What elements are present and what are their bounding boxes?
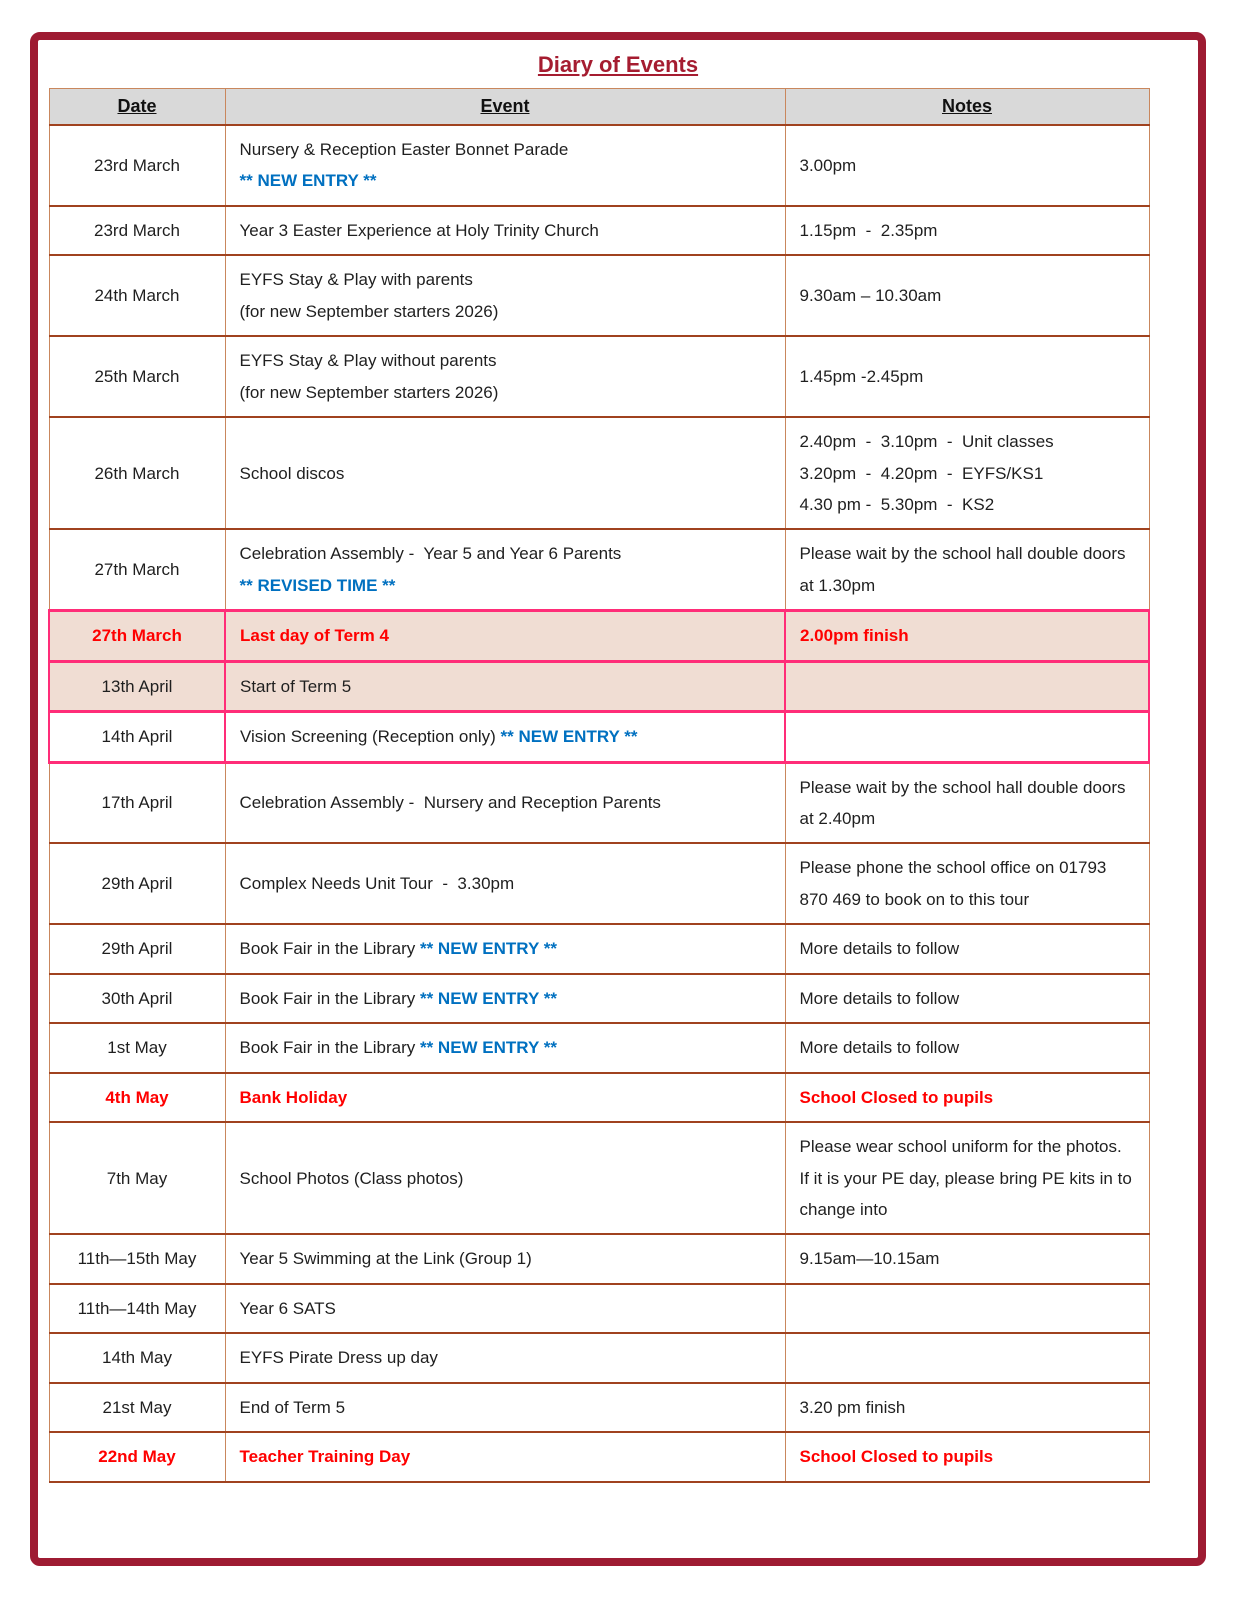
date-cell — [49, 1383, 225, 1432]
text-line — [800, 983, 1137, 1014]
event-cell — [225, 417, 785, 529]
text-line — [800, 426, 1137, 457]
text-line — [240, 538, 773, 569]
event-cell — [225, 206, 785, 255]
new-entry-marker: ** NEW ENTRY ** — [419, 988, 557, 1008]
cell-text: Please phone the school office on 01793 870 469 to book on to this tour — [799, 858, 1112, 909]
cell-text: 27th March — [94, 560, 180, 580]
date-cell — [49, 974, 225, 1023]
text-line — [240, 570, 773, 601]
text-line — [62, 280, 213, 311]
text-line — [240, 1342, 773, 1373]
notes-cell — [785, 1073, 1149, 1122]
cell-text: 9.30am – 10.30am — [799, 286, 942, 306]
text-line — [800, 620, 1136, 651]
cell-text: 11th—15th May — [77, 1249, 197, 1269]
text-line — [240, 1293, 773, 1324]
date-cell — [49, 1432, 225, 1481]
text-line — [62, 458, 213, 489]
cell-text: EYFS Pirate Dress up day — [239, 1348, 438, 1368]
column-header-label: Event — [480, 96, 530, 116]
table-row — [49, 611, 1149, 661]
cell-text: Celebration Assembly - Nursery and Reception Parents — [239, 793, 661, 813]
cell-text: More details to follow — [799, 1038, 960, 1058]
date-cell — [49, 1073, 225, 1122]
cell-text: 29th April — [101, 939, 173, 959]
event-cell — [225, 125, 785, 206]
date-cell — [49, 924, 225, 973]
text-line — [240, 620, 772, 651]
text-line — [62, 1163, 213, 1194]
notes-cell — [785, 924, 1149, 973]
text-line — [800, 458, 1137, 489]
event-cell — [225, 1023, 785, 1072]
text-line — [240, 787, 773, 818]
date-cell — [49, 1333, 225, 1382]
new-entry-marker: ** REVISED TIME ** — [239, 575, 396, 595]
cell-text: 23rd March — [94, 220, 180, 240]
alert-text: Last day of Term 4 — [240, 626, 389, 646]
text-line — [62, 1032, 213, 1063]
text-line — [240, 264, 773, 295]
text-line — [240, 983, 773, 1014]
column-header-label: Date — [117, 96, 157, 116]
cell-text: 21st May — [102, 1397, 172, 1417]
cell-text: School Photos (Class photos) — [239, 1168, 464, 1188]
table-row — [49, 924, 1149, 973]
notes-cell — [785, 1383, 1149, 1432]
date-cell — [49, 417, 225, 529]
table-row — [49, 1383, 1149, 1432]
event-cell — [225, 1432, 785, 1481]
text-line — [62, 721, 212, 752]
event-cell — [225, 1122, 785, 1234]
cell-text: 9.15am—10.15am — [799, 1249, 940, 1269]
new-entry-marker: ** NEW ENTRY ** — [419, 1038, 557, 1058]
table-row — [49, 255, 1149, 336]
table-row — [49, 712, 1149, 762]
cell-text: 2.40pm - 3.10pm - Unit classes — [799, 432, 1054, 452]
cell-text: School discos — [239, 463, 345, 483]
notes-cell — [785, 762, 1149, 843]
cell-text: 23rd March — [94, 155, 180, 175]
cell-text: Start of Term 5 — [240, 676, 352, 696]
notes-cell — [785, 712, 1149, 762]
text-line — [62, 361, 213, 392]
event-cell — [225, 974, 785, 1023]
cell-text: 30th April — [101, 988, 173, 1008]
event-cell — [225, 529, 785, 610]
event-cell — [225, 661, 785, 711]
cell-text: 13th April — [101, 676, 173, 696]
column-header-label: Notes — [941, 96, 992, 116]
text-line — [62, 1441, 213, 1472]
text-line — [800, 1032, 1137, 1063]
cell-text: Complex Needs Unit Tour - 3.30pm — [239, 874, 515, 894]
date-cell — [49, 1284, 225, 1333]
text-line — [800, 933, 1137, 964]
text-line — [240, 933, 773, 964]
text-line — [800, 1441, 1137, 1472]
text-line — [62, 1342, 213, 1373]
column-header-date — [49, 89, 225, 126]
notes-cell — [785, 974, 1149, 1023]
cell-text: (for new September starters 2026) — [239, 382, 499, 402]
text-line — [240, 134, 773, 165]
notes-cell — [785, 1432, 1149, 1481]
text-line — [62, 1243, 213, 1274]
notes-cell — [785, 206, 1149, 255]
page-border — [30, 32, 1206, 1566]
text-line — [62, 554, 213, 585]
text-line — [62, 620, 212, 651]
notes-cell — [785, 529, 1149, 610]
table-body — [49, 125, 1149, 1482]
cell-text: Vision Screening (Reception only) — [240, 727, 501, 747]
table-row — [49, 336, 1149, 417]
cell-text: 25th March — [94, 366, 180, 386]
cell-text: Year 6 SATS — [239, 1298, 336, 1318]
text-line — [62, 1392, 213, 1423]
event-cell — [225, 1284, 785, 1333]
cell-text: 3.00pm — [799, 155, 857, 175]
alert-text: 22nd May — [98, 1447, 176, 1467]
text-line — [800, 1243, 1137, 1274]
text-line — [62, 933, 213, 964]
text-line — [240, 1082, 773, 1113]
text-line — [800, 538, 1137, 601]
text-line — [800, 215, 1137, 246]
text-line — [62, 983, 213, 1014]
cell-text: EYFS Stay & Play with parents — [239, 270, 473, 290]
date-cell — [49, 529, 225, 610]
cell-text: More details to follow — [799, 939, 960, 959]
notes-cell — [785, 611, 1149, 661]
text-line — [800, 772, 1137, 835]
table-row — [49, 843, 1149, 924]
date-cell — [49, 661, 225, 711]
date-cell — [49, 1023, 225, 1072]
date-cell — [49, 1122, 225, 1234]
cell-text: End of Term 5 — [239, 1397, 346, 1417]
cell-text: Book Fair in the Library — [239, 988, 420, 1008]
column-header-notes — [785, 89, 1149, 126]
table-header — [49, 89, 1149, 126]
date-cell — [49, 1234, 225, 1283]
cell-text: Please wait by the school hall double doors at 2.40pm — [799, 777, 1131, 828]
text-line — [800, 852, 1137, 915]
event-cell — [225, 1073, 785, 1122]
notes-cell — [785, 661, 1149, 711]
notes-cell — [785, 255, 1149, 336]
cell-text: Book Fair in the Library — [239, 939, 420, 959]
text-line — [62, 150, 213, 181]
cell-text: 17th April — [101, 793, 173, 813]
cell-text: 11th—14th May — [77, 1298, 197, 1318]
table-row — [49, 1023, 1149, 1072]
cell-text: Please wait by the school hall double doors at 1.30pm — [799, 544, 1131, 595]
alert-text: 4th May — [105, 1087, 169, 1107]
text-line — [800, 1082, 1137, 1113]
text-line — [62, 787, 213, 818]
table-row — [49, 529, 1149, 610]
cell-text: 14th April — [101, 727, 173, 747]
alert-text: School Closed to pupils — [799, 1087, 994, 1107]
table-row — [49, 762, 1149, 843]
cell-text: 1st May — [107, 1038, 167, 1058]
new-entry-marker: ** NEW ENTRY ** — [419, 939, 557, 959]
text-line — [62, 1082, 213, 1113]
cell-text: EYFS Stay & Play without parents — [239, 351, 497, 371]
text-line — [240, 165, 773, 196]
cell-text: 1.15pm - 2.35pm — [799, 220, 938, 240]
text-line — [800, 1392, 1137, 1423]
text-line — [240, 721, 772, 752]
text-line — [62, 215, 213, 246]
new-entry-marker: ** NEW ENTRY ** — [500, 727, 638, 747]
notes-cell — [785, 1023, 1149, 1072]
date-cell — [49, 712, 225, 762]
event-cell — [225, 1234, 785, 1283]
cell-text: (for new September starters 2026) — [239, 301, 499, 321]
table-row — [49, 1284, 1149, 1333]
table-row — [49, 1432, 1149, 1481]
cell-text: Please wear school uniform for the photos. If it is your PE day, please bring PE kits in to change into — [799, 1137, 1137, 1219]
date-cell — [49, 336, 225, 417]
text-line — [240, 1163, 773, 1194]
date-cell — [49, 206, 225, 255]
alert-text: 2.00pm finish — [800, 626, 909, 646]
alert-text: 27th March — [92, 626, 182, 646]
cell-text: 14th May — [102, 1348, 172, 1368]
text-line — [800, 489, 1137, 520]
column-header-event — [225, 89, 785, 126]
event-cell — [225, 611, 785, 661]
date-cell — [49, 611, 225, 661]
event-cell — [225, 843, 785, 924]
alert-text: Bank Holiday — [239, 1087, 348, 1107]
date-cell — [49, 762, 225, 843]
text-line — [62, 671, 212, 702]
notes-cell — [785, 125, 1149, 206]
cell-text: 24th March — [94, 286, 180, 306]
cell-text: 26th March — [94, 463, 180, 483]
events-table — [48, 88, 1150, 1483]
text-line — [800, 280, 1137, 311]
table-row — [49, 417, 1149, 529]
cell-text: 1.45pm -2.45pm — [799, 366, 924, 386]
text-line — [240, 868, 773, 899]
notes-cell — [785, 1122, 1149, 1234]
text-line — [240, 1243, 773, 1274]
table-row — [49, 1073, 1149, 1122]
page-title-text: Diary of Events — [537, 52, 699, 77]
text-line — [62, 1293, 213, 1324]
event-cell — [225, 762, 785, 843]
text-line — [800, 150, 1137, 181]
text-line — [62, 868, 213, 899]
text-line — [240, 1392, 773, 1423]
alert-text: School Closed to pupils — [799, 1447, 994, 1467]
text-line — [800, 361, 1137, 392]
notes-cell — [785, 336, 1149, 417]
cell-text: 3.20pm - 4.20pm - EYFS/KS1 — [799, 463, 1044, 483]
cell-text: 29th April — [101, 874, 173, 894]
cell-text: Year 3 Easter Experience at Holy Trinity Church — [239, 220, 599, 240]
event-cell — [225, 712, 785, 762]
cell-text: 4.30 pm - 5.30pm - KS2 — [799, 494, 995, 514]
date-cell — [49, 125, 225, 206]
event-cell — [225, 1333, 785, 1382]
cell-text: Celebration Assembly - Year 5 and Year 6 Parents — [239, 544, 622, 564]
cell-text: Year 5 Swimming at the Link (Group 1) — [239, 1249, 532, 1269]
text-line — [800, 1131, 1137, 1225]
cell-text: 7th May — [106, 1168, 168, 1188]
date-cell — [49, 255, 225, 336]
date-cell — [49, 843, 225, 924]
cell-text: More details to follow — [799, 988, 960, 1008]
event-cell — [225, 1383, 785, 1432]
table-row — [49, 206, 1149, 255]
text-line — [240, 458, 773, 489]
text-line — [240, 215, 773, 246]
cell-text: 3.20 pm finish — [799, 1397, 906, 1417]
event-cell — [225, 255, 785, 336]
alert-text: Teacher Training Day — [239, 1447, 411, 1467]
notes-cell — [785, 1284, 1149, 1333]
table-row — [49, 1333, 1149, 1382]
text-line — [240, 671, 772, 702]
table-row — [49, 1122, 1149, 1234]
table-row — [49, 125, 1149, 206]
notes-cell — [785, 1234, 1149, 1283]
event-cell — [225, 336, 785, 417]
notes-cell — [785, 1333, 1149, 1382]
table-row — [49, 1234, 1149, 1283]
notes-cell — [785, 843, 1149, 924]
header-row — [49, 89, 1149, 126]
cell-text: Nursery & Reception Easter Bonnet Parade — [239, 140, 569, 159]
page-title — [38, 52, 1198, 78]
cell-text: Book Fair in the Library — [239, 1038, 420, 1058]
event-cell — [225, 924, 785, 973]
new-entry-marker: ** NEW ENTRY ** — [239, 171, 377, 191]
notes-cell — [785, 417, 1149, 529]
text-line — [240, 1032, 773, 1063]
text-line — [240, 296, 773, 327]
table-row — [49, 661, 1149, 711]
text-line — [240, 377, 773, 408]
text-line — [240, 345, 773, 376]
table-row — [49, 974, 1149, 1023]
text-line — [240, 1441, 773, 1472]
